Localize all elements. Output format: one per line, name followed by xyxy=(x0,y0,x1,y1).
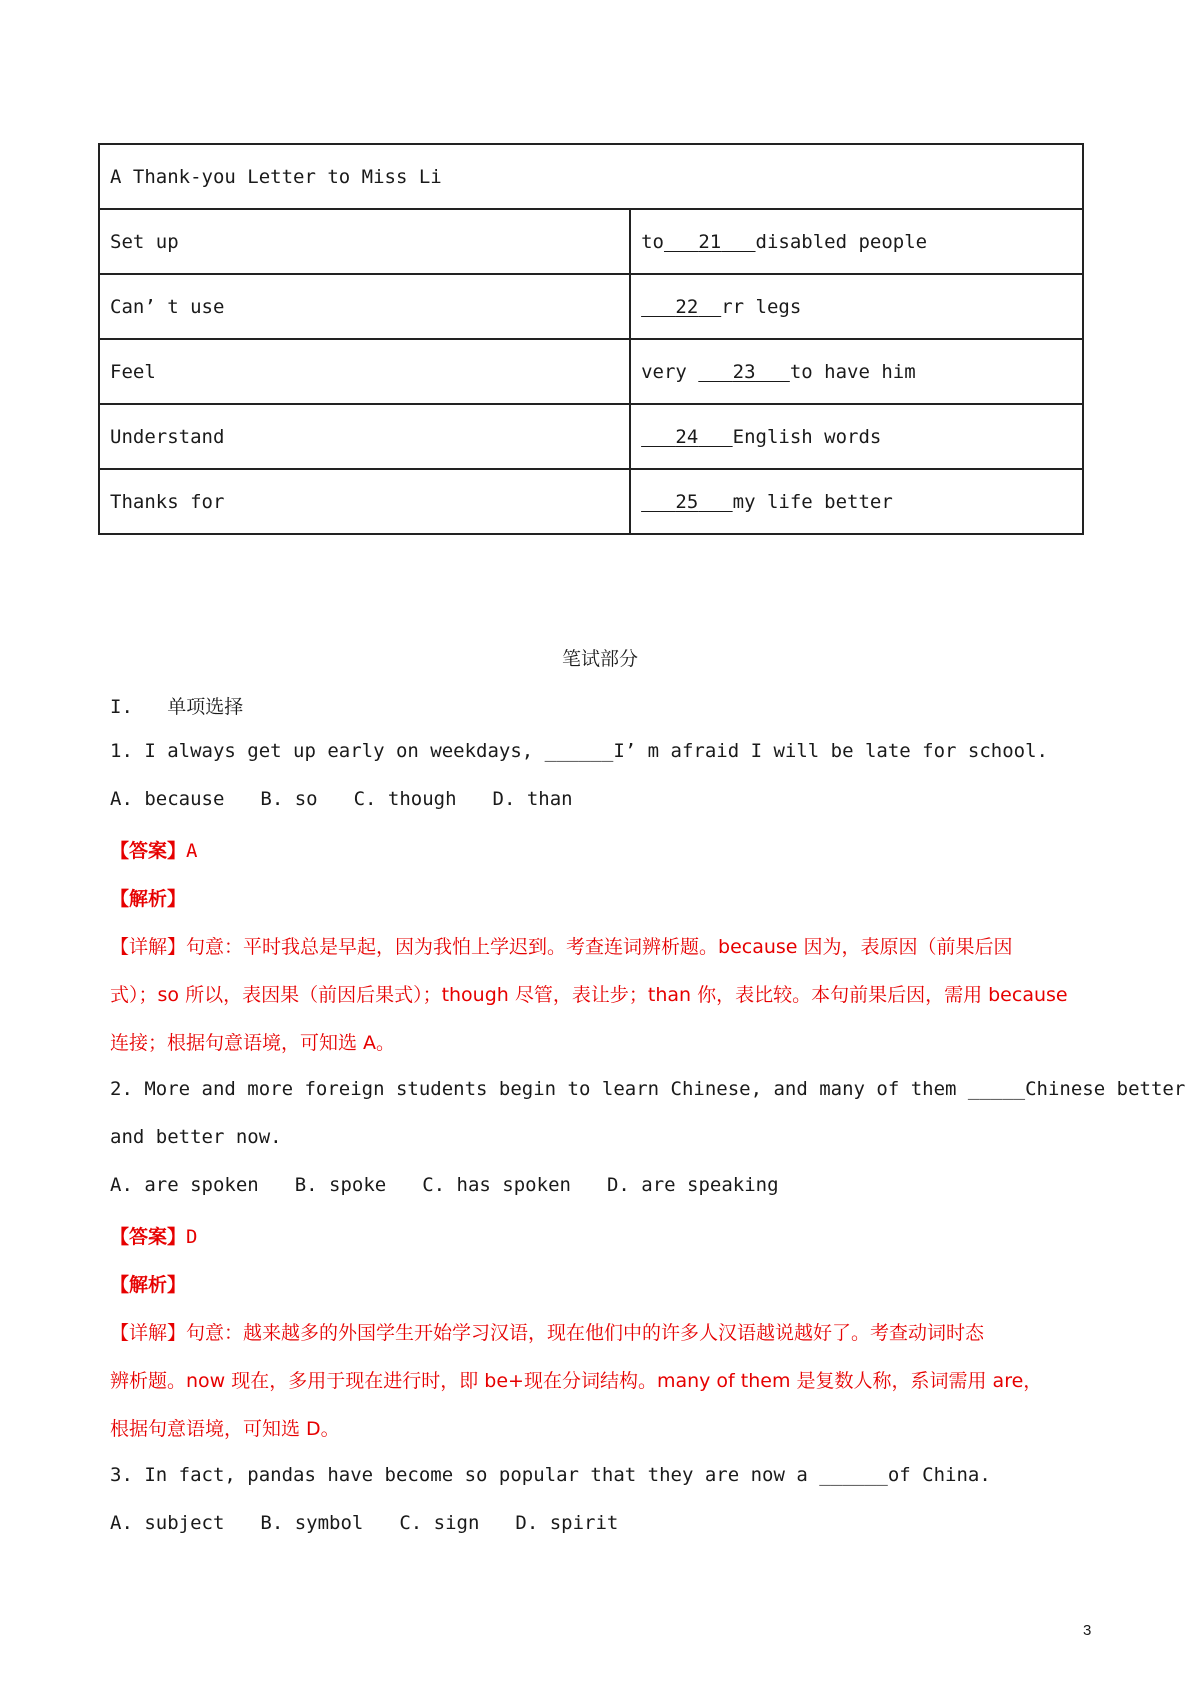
blank-number: 24 xyxy=(675,425,699,448)
question-stem-continued: and better now. xyxy=(110,1126,282,1148)
row-content xyxy=(630,274,1083,339)
option-c: C. though xyxy=(353,788,457,810)
part-title: 单项选择 xyxy=(167,696,244,718)
blank-number: 23 xyxy=(732,360,756,383)
row-label: Thanks for xyxy=(99,469,630,534)
row-post: my life better xyxy=(732,490,893,513)
blank-number: 22 xyxy=(675,295,699,318)
answer-value: A xyxy=(186,840,198,862)
letter-table xyxy=(98,143,1084,535)
row-post: English words xyxy=(732,425,882,448)
option-b: B. spoke xyxy=(294,1174,387,1196)
detail-line: 连接；根据句意语境，可知选 A。 xyxy=(110,1032,396,1054)
table-row xyxy=(99,209,1083,274)
blank-number: 25 xyxy=(675,490,699,513)
table-row xyxy=(99,274,1083,339)
row-label: Understand xyxy=(99,404,630,469)
answer-tag: 【答案】 xyxy=(110,1226,187,1248)
row-pre: very xyxy=(641,360,699,383)
option-c: C. has spoken xyxy=(422,1174,571,1196)
analysis-tag: 【解析】 xyxy=(110,1274,187,1296)
detail-line: 【详解】句意：越来越多的外国学生开始学习汉语，现在他们中的许多人汉语越说越好了。考查动词时态 xyxy=(110,1322,985,1344)
row-post: disabled people xyxy=(755,230,928,253)
question-options xyxy=(110,788,609,810)
answer-line xyxy=(110,836,197,863)
analysis-tag: 【解析】 xyxy=(110,888,187,910)
option-a: A. are spoken xyxy=(110,1174,259,1196)
table-header-row xyxy=(99,144,1083,209)
option-a: A. because xyxy=(110,788,225,810)
page-number: 3 xyxy=(1083,1622,1092,1639)
option-c: C. sign xyxy=(399,1512,480,1534)
answer-line xyxy=(110,1222,197,1249)
detail-line: 式）；so 所以，表因果（前因后果式）；though 尽管，表让步；than 你，表比较。本句前果后因，需用 because xyxy=(110,984,1068,1006)
table-row xyxy=(99,339,1083,404)
option-d: D. spirit xyxy=(515,1512,619,1534)
question-stem: 2. More and more foreign students begin to learn Chinese, and many of them _____Chinese better xyxy=(110,1078,1186,1100)
row-content xyxy=(630,404,1083,469)
table-header-cell: A Thank-you Letter to Miss Li xyxy=(99,144,1083,209)
row-label: Set up xyxy=(99,209,630,274)
option-b: B. symbol xyxy=(260,1512,364,1534)
answer-tag: 【答案】 xyxy=(110,840,187,862)
detail-line: 【详解】句意：平时我总是早起，因为我怕上学迟到。考查连词辨析题。because 因为，表原因（前果后因 xyxy=(110,936,1013,958)
option-d: D. are speaking xyxy=(606,1174,779,1196)
row-post: to have him xyxy=(789,360,916,383)
row-content xyxy=(630,339,1083,404)
option-a: A. subject xyxy=(110,1512,225,1534)
question-stem: 1. I always get up early on weekdays, ______I’ m afraid I will be late for school. xyxy=(110,740,1048,762)
answer-value: D xyxy=(186,1226,198,1248)
detail-line: 辨析题。now 现在，多用于现在进行时，即 be+现在分词结构。many of them 是复数人称，系词需用 are， xyxy=(110,1370,1043,1392)
row-pre: to xyxy=(641,230,664,253)
row-content xyxy=(630,469,1083,534)
question-stem: 3. In fact, pandas have become so popular that they are now a ______of China. xyxy=(110,1464,991,1486)
option-b: B. so xyxy=(260,788,318,810)
row-content xyxy=(630,209,1083,274)
question-options xyxy=(110,1174,815,1196)
table-row xyxy=(99,404,1083,469)
detail-line: 根据句意语境，可知选 D。 xyxy=(110,1418,340,1440)
option-d: D. than xyxy=(492,788,573,810)
part-number: I. xyxy=(110,696,133,718)
blank-number: 21 xyxy=(698,230,722,253)
table-row xyxy=(99,469,1083,534)
row-post: rr legs xyxy=(721,295,802,318)
row-label: Can’ t use xyxy=(99,274,630,339)
part-heading xyxy=(110,692,243,719)
question-options xyxy=(110,1512,654,1534)
section-title: 笔试部分 xyxy=(561,648,638,670)
row-label: Feel xyxy=(99,339,630,404)
